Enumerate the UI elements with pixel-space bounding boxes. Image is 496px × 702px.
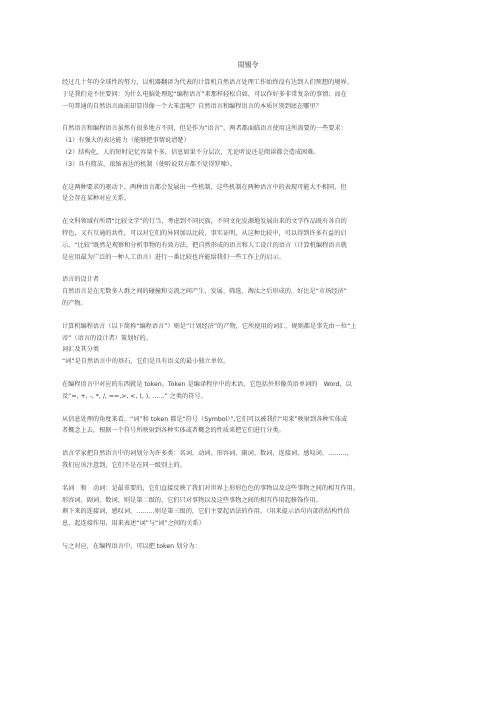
paragraph-line: 剩下来的连接词、感叹词、………则是第三级的，它们主要起语法的作用。（用来提示语句内部的结构性信 (62, 508, 350, 516)
paragraph-line: 自然语言是在无数多人群之间的碰撞和交流之间产生、发展、筛选、淘汰之后形成的，好比是“市场经济” (62, 288, 347, 296)
paragraph-line: “词”是自然语言中的基石，它们是具有语义的最小独立单位。 (62, 358, 230, 366)
paragraph-line: 于是我们竟不住要问：为什么电脑处理起“编程语言”来那样轻松自如，可以作好多非常复杂的事情；而在 (62, 90, 347, 98)
paragraph-line: 在编程语言中对应的东西就是 token。Token 是编译程序中的术语，它包括外形像英语单词的 Word，以 (62, 380, 352, 388)
section-heading: 词汇及其分类 (62, 346, 100, 354)
paragraph-line: 形容词、副词、数词、则是第二级的，它们只对事物以及这些事物之间的相互作用起修饰作用。 (62, 496, 322, 504)
paragraph-line: 是应用最为广泛的一种人工语言）进行一番比较也许能给我们一些工作上的启示。 (62, 253, 285, 261)
paragraph-line: 名词 和 动词：是最重要的，它们直接反映了我们对世界上形形色色的事物以及这些事物之间的相互作用。 (62, 484, 359, 492)
paragraph-line: 语言学家把自然语言中的词划分为许多类：名词、动词、形容词、副词、数词、连接词、感叹词、………， (62, 450, 353, 458)
paragraph-line: 一句普通的自然语言面前却显得像一个大笨蛋呢？自然语言和编程语言的本质区别到底在哪里？ (62, 102, 322, 110)
paragraph-line: 自然语言和编程语言虽然有很多地方不同，但是作为“语言”，两者都面临语言使用这所需要的一些要求： (62, 125, 347, 133)
paragraph-line: 经过几十年的全球性的努力，以机器翻译为代表的计算机自然语言处理工作始终没有达到人们预想的境界。 (62, 79, 353, 86)
paragraph-line: （1）有强大的表达能力（能够把事情说清楚） (62, 137, 190, 145)
paragraph-line: 计算机编程语言（以下简称“编程语言”）则是“计划经济”的产物，它所使用的词汇、规则都是事先由一位“上 (62, 322, 357, 330)
paragraph-line: 息，起连接作用，用来表述“词”与“词”之间的关系） (62, 520, 205, 528)
document-title: 周锡令 (237, 61, 259, 69)
section-heading: 语言的设计者 (62, 276, 100, 284)
paragraph-line: （2）结构化，人的短时记忆容量不多，信息如果不分层次，无论听说还是阅读都会造成困难。 (62, 148, 320, 156)
paragraph-line: 示。“比较”既然是观察和分析事物的有效方法，把自然形成的语言和人工设计的语言（计算机编程语言就 (62, 241, 347, 249)
paragraph-line: 特色，又有互通的共性，可以对它们的异同加以比较，事实证明，从这种比较中，可以得到许多有益的启 (62, 229, 347, 237)
paragraph-line: 我们应该注意到，它们不是在同一级别上的。 (62, 461, 186, 469)
document-body (62, 77, 434, 553)
paragraph-line: （3）具有简洁、浓缩表达的机制（使听说双方都不觉得罗嗦）。 (62, 160, 237, 168)
paragraph-line: 从信息处理的角度来看，“词”和 token 都是“符号（Symbol）”,它们可以被我们“用来”映射到各种实体或 (62, 415, 348, 423)
paragraph-line: 在这两种要求的驱动下，两种语言都会发展出一些机制，这些机制在两种语言中的表现可能大不相同，但 (62, 183, 347, 191)
paragraph-line: 及“=, +, -, *, /, ==,>, <, (, ), ……” 之类的符号。 (62, 392, 207, 400)
paragraph-line: 在文科领域有所谓“比较文学”的行当，考虑到不同民族，不同文化发源地发展出来的文学作品既有各自的 (62, 218, 347, 226)
paragraph-line: 者概念上去，根据一个符号所映射到各种实体或者概念的性质来把它们进行分类。 (62, 427, 285, 435)
paragraph-line: 帝”（语言的设计者）策划好的。 (62, 334, 152, 342)
paragraph-line: 是会存在某种对应关系。 (62, 195, 131, 203)
paragraph-line: 与之对应，在编程语言中，可以把 token 划分为： (62, 542, 201, 550)
paragraph-line: 的产物。 (62, 299, 87, 307)
